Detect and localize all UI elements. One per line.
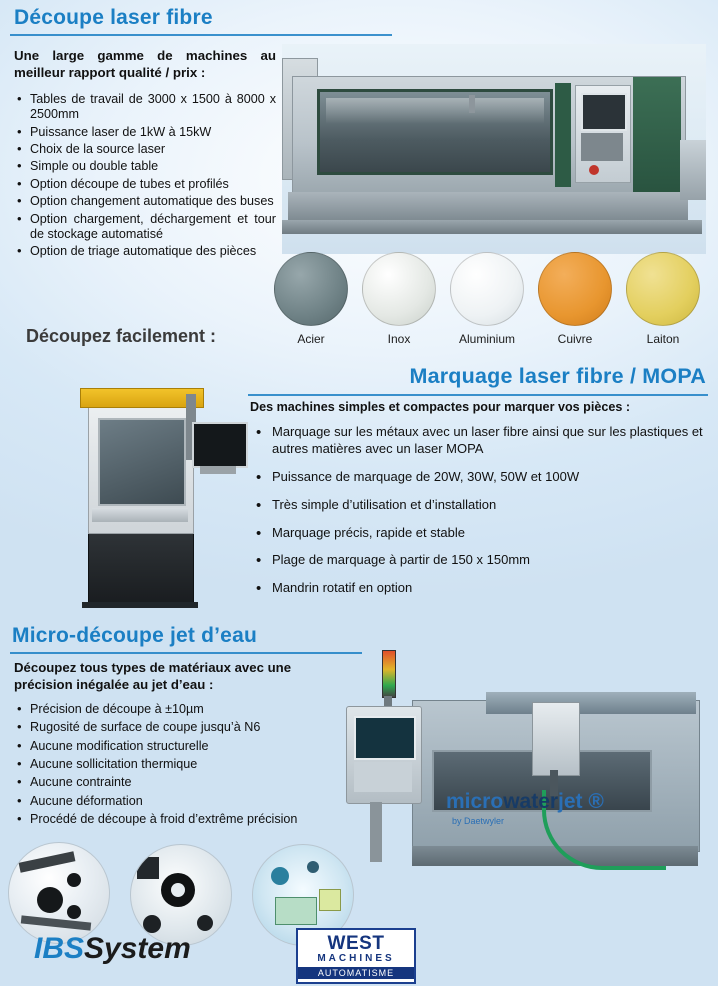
- section-divider-3: [10, 652, 362, 654]
- list-item: • Aucune contrainte: [14, 775, 360, 790]
- material-aluminium: [448, 252, 526, 346]
- marking-machine-monitor-stand: [200, 466, 236, 474]
- waterjet-console-screen: [354, 716, 416, 760]
- machine-green-panel-2: [633, 77, 681, 207]
- waterjet-console-stand: [370, 802, 382, 862]
- machine-table-bed: [288, 192, 688, 220]
- list-item: • Marquage précis, rapide et stable: [250, 525, 708, 542]
- waterjet-product-logo: [446, 790, 604, 814]
- material-samples: [272, 252, 712, 352]
- section1-feature-list: [14, 92, 276, 262]
- material-label: Acier: [297, 332, 325, 346]
- material-swatch: [450, 252, 524, 326]
- section-divider-1: [10, 34, 392, 36]
- list-item: • Puissance de marquage de 20W, 30W, 50W et 100W: [250, 469, 708, 486]
- section1-subtitle: Découpez facilement :: [26, 326, 217, 346]
- list-item: • Simple ou double table: [14, 159, 276, 174]
- section-title-waterjet: Micro-découpe jet d’eau: [12, 624, 257, 647]
- machine-keypad: [581, 133, 623, 161]
- signal-light-icon: [382, 650, 396, 698]
- machine-viewing-window: [317, 89, 553, 175]
- section-divider-2: [248, 394, 708, 396]
- machine-green-panel-1: [555, 83, 571, 187]
- material-label: Laiton: [646, 332, 680, 346]
- machine-screen: [581, 93, 627, 131]
- west-machines-logo: [296, 928, 416, 984]
- section2-intro-text: Des machines simples et compactes pour marquer vos pièces :: [250, 400, 631, 414]
- list-item: • Aucune modification structurelle: [14, 739, 360, 754]
- list-item: • Rugosité de surface de coupe jusqu’à N6: [14, 720, 360, 735]
- waterjet-logo-subtitle: by Daetwyler: [452, 816, 505, 826]
- brand-suffix: System: [84, 932, 191, 965]
- list-item: • Précision de découpe à ±10µm: [14, 702, 360, 717]
- marking-machine-monitor: [192, 422, 248, 468]
- material-label: Inox: [387, 332, 411, 346]
- list-item: • Marquage sur les métaux avec un laser fibre ainsi que sur les plastiques et autres matières avec un laser MOPA: [250, 424, 708, 458]
- marking-machine-keyboard: [92, 508, 188, 522]
- material-acier: [272, 252, 350, 346]
- waterjet-logo-accent: water: [503, 790, 559, 813]
- list-item: • Option chargement, déchargement et tour de stockage automatisé: [14, 212, 276, 243]
- list-item: • Aucune sollicitation thermique: [14, 757, 360, 772]
- section-title-laser-marking: Marquage laser fibre / MOPA: [409, 364, 706, 388]
- section1-intro-text: Une large gamme de machines au meilleur rapport qualité / prix :: [14, 48, 276, 80]
- material-cuivre: [536, 252, 614, 346]
- list-item: • Tables de travail de 3000 x 1500 à 8000 x 2500mm: [14, 92, 276, 123]
- marking-machine-base: [88, 530, 194, 606]
- list-item: • Puissance laser de 1kW à 15kW: [14, 125, 276, 140]
- marking-machine-feet: [82, 602, 198, 608]
- brand-prefix: IBS: [34, 932, 85, 965]
- material-swatch: [362, 252, 436, 326]
- list-item: • Plage de marquage à partir de 150 x 150mm: [250, 552, 708, 569]
- laser-cutting-machine-photo: [282, 44, 706, 254]
- list-item: • Choix de la source laser: [14, 142, 276, 157]
- list-item: • Très simple d’utilisation et d’installation: [250, 497, 708, 514]
- waterjet-machine-photo: [336, 640, 712, 890]
- emergency-stop-icon: [589, 165, 599, 175]
- list-item: • Aucune déformation: [14, 794, 360, 809]
- machine-body: [292, 76, 686, 198]
- list-item: • Option découpe de tubes et profilés: [14, 177, 276, 192]
- material-laiton: [624, 252, 702, 346]
- machine-rail: [282, 220, 702, 234]
- section-title-laser-cutting: Découpe laser fibre: [14, 6, 213, 29]
- logo-line-3: AUTOMATISME: [298, 967, 414, 979]
- machine-output-conveyor: [680, 140, 706, 200]
- company-brand: [34, 932, 191, 966]
- material-inox: [360, 252, 438, 346]
- laser-marking-machine-photo: [36, 366, 246, 608]
- material-label: Aluminium: [458, 332, 515, 346]
- sample-photo-1: [8, 842, 110, 944]
- material-swatch: [626, 252, 700, 326]
- waterjet-cutting-head: [532, 702, 580, 776]
- sample-photo-2: [130, 844, 232, 946]
- waterjet-logo-tail: jet ®: [558, 790, 604, 813]
- marking-machine-window: [98, 418, 186, 506]
- section3-intro-text: Découpez tous types de matériaux avec une précision inégalée au jet d’eau :: [14, 660, 292, 692]
- material-label: Cuivre: [557, 332, 593, 346]
- waterjet-logo-main: micro: [446, 790, 504, 813]
- waterjet-gantry: [486, 692, 696, 714]
- section3-feature-list: [14, 702, 360, 831]
- list-item: • Mandrin rotatif en option: [250, 580, 708, 597]
- list-item: • Option changement automatique des buses: [14, 194, 276, 209]
- list-item: • Procédé de découpe à froid d’extrême précision: [14, 812, 360, 827]
- logo-line-2: MACHINES: [317, 953, 395, 964]
- waterjet-console-keypad: [354, 762, 412, 792]
- material-swatch: [274, 252, 348, 326]
- machine-signal-tower: [469, 95, 475, 113]
- section2-feature-list: [250, 424, 708, 608]
- logo-line-1: WEST: [327, 933, 385, 954]
- material-swatch: [538, 252, 612, 326]
- list-item: • Option de triage automatique des pièces: [14, 244, 276, 259]
